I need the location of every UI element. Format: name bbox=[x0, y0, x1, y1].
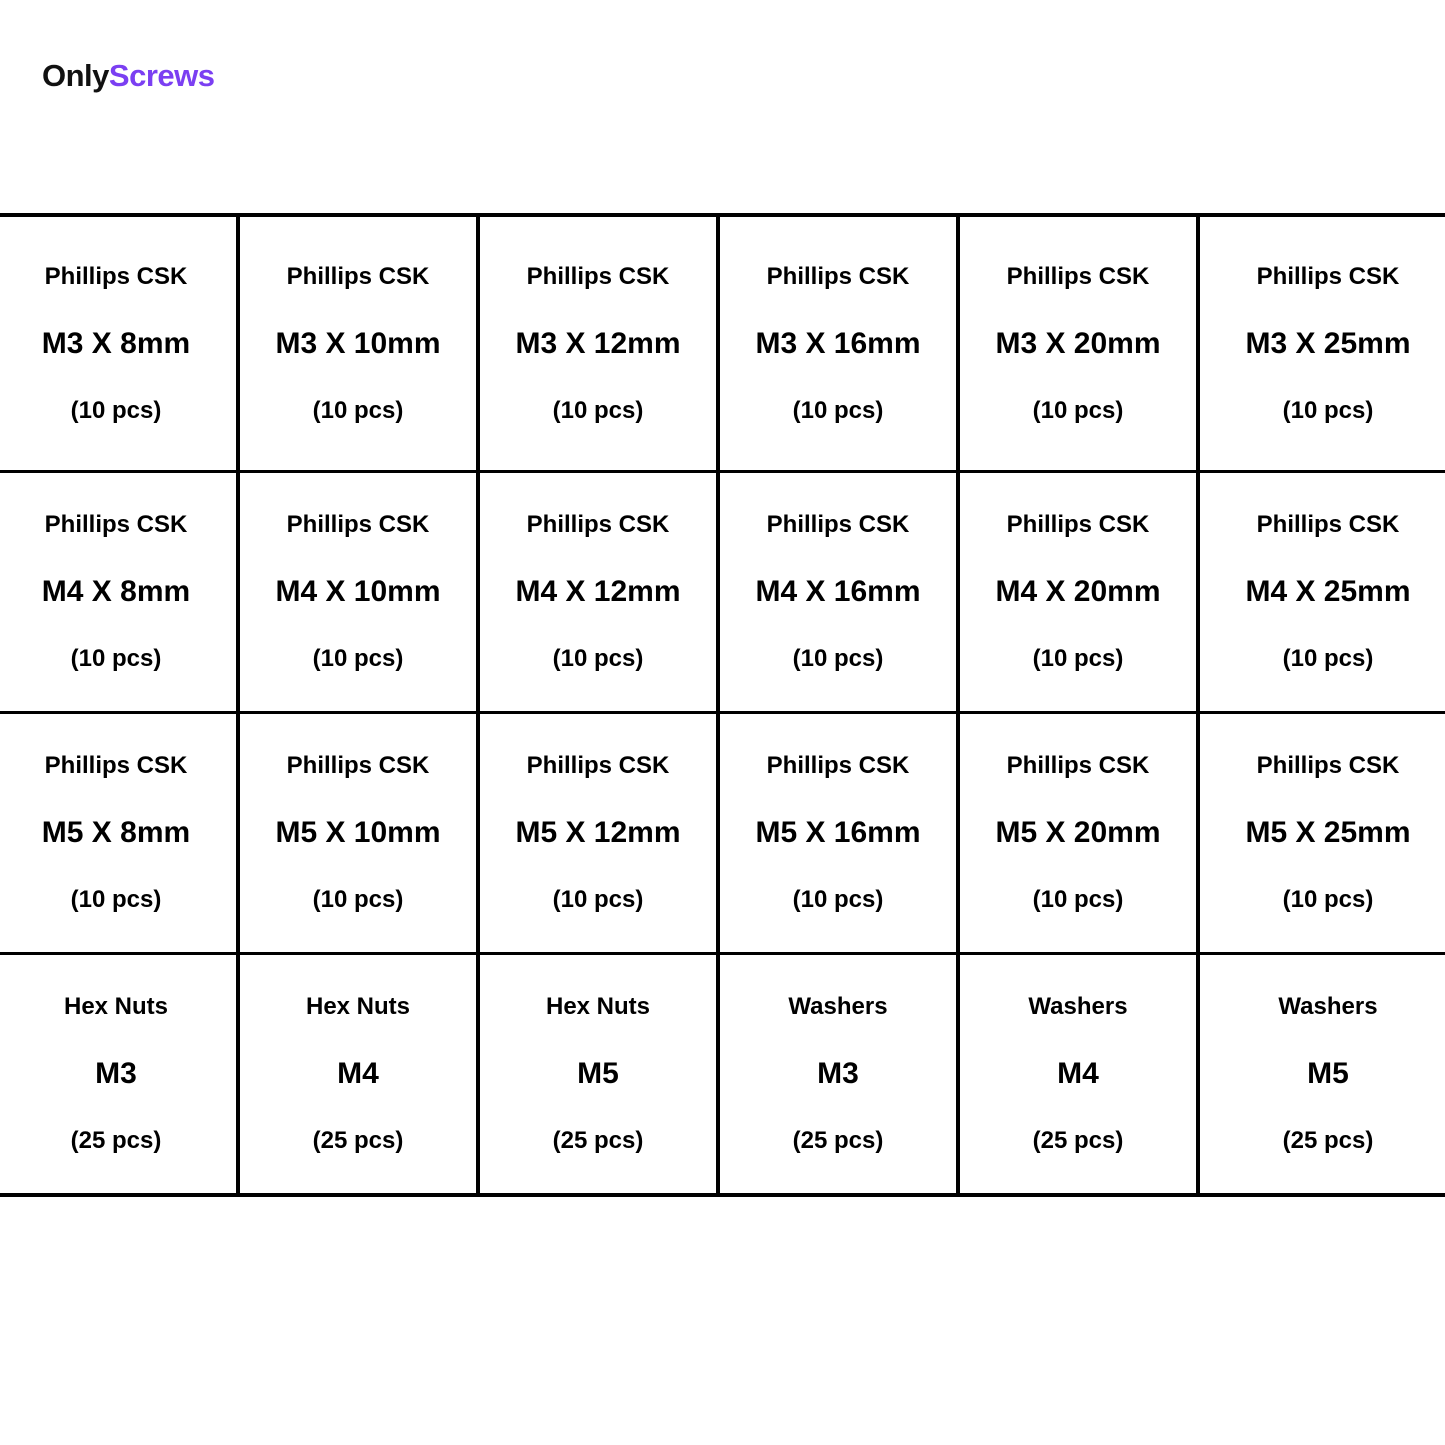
grid-cell bbox=[480, 473, 720, 711]
cell-size: M4 bbox=[1057, 1057, 1099, 1090]
grid-cell bbox=[240, 473, 480, 711]
cell-size: M5 X 25mm bbox=[1245, 816, 1411, 849]
cell-type: Phillips CSK bbox=[44, 752, 188, 779]
cell-size: M3 X 12mm bbox=[515, 326, 681, 360]
cell-qty: (25 pcs) bbox=[1032, 1127, 1124, 1154]
cell-qty: (10 pcs) bbox=[552, 645, 644, 672]
cell-size: M4 X 25mm bbox=[1245, 575, 1411, 608]
grid-cell bbox=[960, 217, 1200, 470]
brand-logo bbox=[42, 56, 214, 96]
cell-type: Phillips CSK bbox=[526, 262, 670, 290]
cell-type: Phillips CSK bbox=[526, 752, 670, 779]
cell-size: M3 bbox=[817, 1057, 859, 1090]
cell-size: M4 bbox=[337, 1057, 379, 1090]
cell-qty: (10 pcs) bbox=[552, 886, 644, 913]
grid-row bbox=[0, 714, 1445, 955]
brand-logo-part1: Only bbox=[42, 58, 109, 93]
cell-size: M5 X 12mm bbox=[515, 816, 681, 849]
cell-qty: (10 pcs) bbox=[792, 645, 884, 672]
cell-size: M4 X 16mm bbox=[755, 575, 921, 608]
cell-size: M3 X 8mm bbox=[41, 326, 191, 360]
grid-cell bbox=[960, 955, 1200, 1193]
cell-qty: (10 pcs) bbox=[70, 645, 162, 672]
parts-grid bbox=[0, 213, 1445, 1197]
cell-size: M5 X 10mm bbox=[275, 816, 441, 849]
cell-type: Washers bbox=[788, 993, 888, 1020]
grid-row bbox=[0, 217, 1445, 473]
cell-type: Phillips CSK bbox=[286, 752, 430, 779]
cell-type: Hex Nuts bbox=[63, 993, 169, 1020]
cell-size: M3 X 10mm bbox=[275, 326, 441, 360]
cell-type: Hex Nuts bbox=[545, 993, 651, 1020]
cell-size: M3 X 16mm bbox=[755, 326, 921, 360]
cell-size: M3 X 20mm bbox=[995, 326, 1161, 360]
grid-cell bbox=[240, 955, 480, 1193]
cell-type: Phillips CSK bbox=[1256, 511, 1400, 538]
cell-type: Phillips CSK bbox=[1006, 511, 1150, 538]
cell-type: Phillips CSK bbox=[766, 262, 910, 290]
cell-qty: (10 pcs) bbox=[312, 645, 404, 672]
cell-type: Phillips CSK bbox=[286, 511, 430, 538]
cell-size: M5 X 20mm bbox=[995, 816, 1161, 849]
cell-size: M5 bbox=[1307, 1057, 1349, 1090]
grid-row bbox=[0, 955, 1445, 1193]
cell-qty: (25 pcs) bbox=[792, 1127, 884, 1154]
grid-cell bbox=[1200, 955, 1445, 1193]
cell-qty: (10 pcs) bbox=[792, 886, 884, 913]
cell-size: M5 bbox=[577, 1057, 619, 1090]
brand-logo-part2: Screws bbox=[108, 58, 215, 93]
cell-qty: (10 pcs) bbox=[312, 886, 404, 913]
grid-cell bbox=[1200, 473, 1445, 711]
cell-size: M4 X 12mm bbox=[515, 575, 681, 608]
cell-size: M3 X 25mm bbox=[1245, 326, 1411, 360]
grid-cell bbox=[720, 217, 960, 470]
grid-cell bbox=[480, 714, 720, 952]
grid-cell bbox=[960, 473, 1200, 711]
cell-type: Phillips CSK bbox=[766, 511, 910, 538]
cell-size: M5 X 8mm bbox=[41, 816, 191, 849]
cell-qty: (25 pcs) bbox=[312, 1127, 404, 1154]
cell-qty: (10 pcs) bbox=[1282, 396, 1374, 424]
cell-size: M5 X 16mm bbox=[755, 816, 921, 849]
grid-cell bbox=[720, 714, 960, 952]
grid-cell bbox=[240, 217, 480, 470]
cell-qty: (10 pcs) bbox=[70, 886, 162, 913]
cell-size: M4 X 8mm bbox=[41, 575, 191, 608]
cell-type: Phillips CSK bbox=[286, 262, 430, 290]
cell-size: M4 X 20mm bbox=[995, 575, 1161, 608]
cell-type: Phillips CSK bbox=[1006, 262, 1150, 290]
grid-cell bbox=[720, 473, 960, 711]
cell-qty: (25 pcs) bbox=[1282, 1127, 1374, 1154]
cell-qty: (10 pcs) bbox=[70, 396, 162, 424]
grid-row bbox=[0, 473, 1445, 714]
cell-qty: (10 pcs) bbox=[792, 396, 884, 424]
cell-qty: (25 pcs) bbox=[552, 1127, 644, 1154]
cell-qty: (10 pcs) bbox=[1282, 886, 1374, 913]
cell-type: Phillips CSK bbox=[526, 511, 670, 538]
cell-type: Phillips CSK bbox=[44, 511, 188, 538]
cell-qty: (10 pcs) bbox=[1032, 645, 1124, 672]
cell-type: Phillips CSK bbox=[1006, 752, 1150, 779]
cell-qty: (10 pcs) bbox=[312, 396, 404, 424]
grid-cell bbox=[960, 714, 1200, 952]
cell-qty: (10 pcs) bbox=[1032, 396, 1124, 424]
cell-qty: (10 pcs) bbox=[1282, 645, 1374, 672]
grid-cell bbox=[480, 955, 720, 1193]
cell-type: Hex Nuts bbox=[305, 993, 411, 1020]
grid-cell bbox=[0, 955, 240, 1193]
grid-cell bbox=[1200, 217, 1445, 470]
cell-type: Washers bbox=[1278, 993, 1378, 1020]
grid-cell bbox=[720, 955, 960, 1193]
cell-type: Phillips CSK bbox=[766, 752, 910, 779]
grid-cell bbox=[240, 714, 480, 952]
cell-type: Phillips CSK bbox=[1256, 752, 1400, 779]
grid-cell bbox=[0, 714, 240, 952]
cell-qty: (10 pcs) bbox=[552, 396, 644, 424]
cell-type: Washers bbox=[1028, 993, 1128, 1020]
grid-cell bbox=[1200, 714, 1445, 952]
grid-cell bbox=[0, 217, 240, 470]
grid-cell bbox=[0, 473, 240, 711]
cell-type: Phillips CSK bbox=[1256, 262, 1400, 290]
grid-cell bbox=[480, 217, 720, 470]
cell-size: M4 X 10mm bbox=[275, 575, 441, 608]
cell-qty: (10 pcs) bbox=[1032, 886, 1124, 913]
cell-qty: (25 pcs) bbox=[70, 1127, 162, 1154]
cell-type: Phillips CSK bbox=[44, 262, 188, 290]
cell-size: M3 bbox=[95, 1057, 137, 1090]
